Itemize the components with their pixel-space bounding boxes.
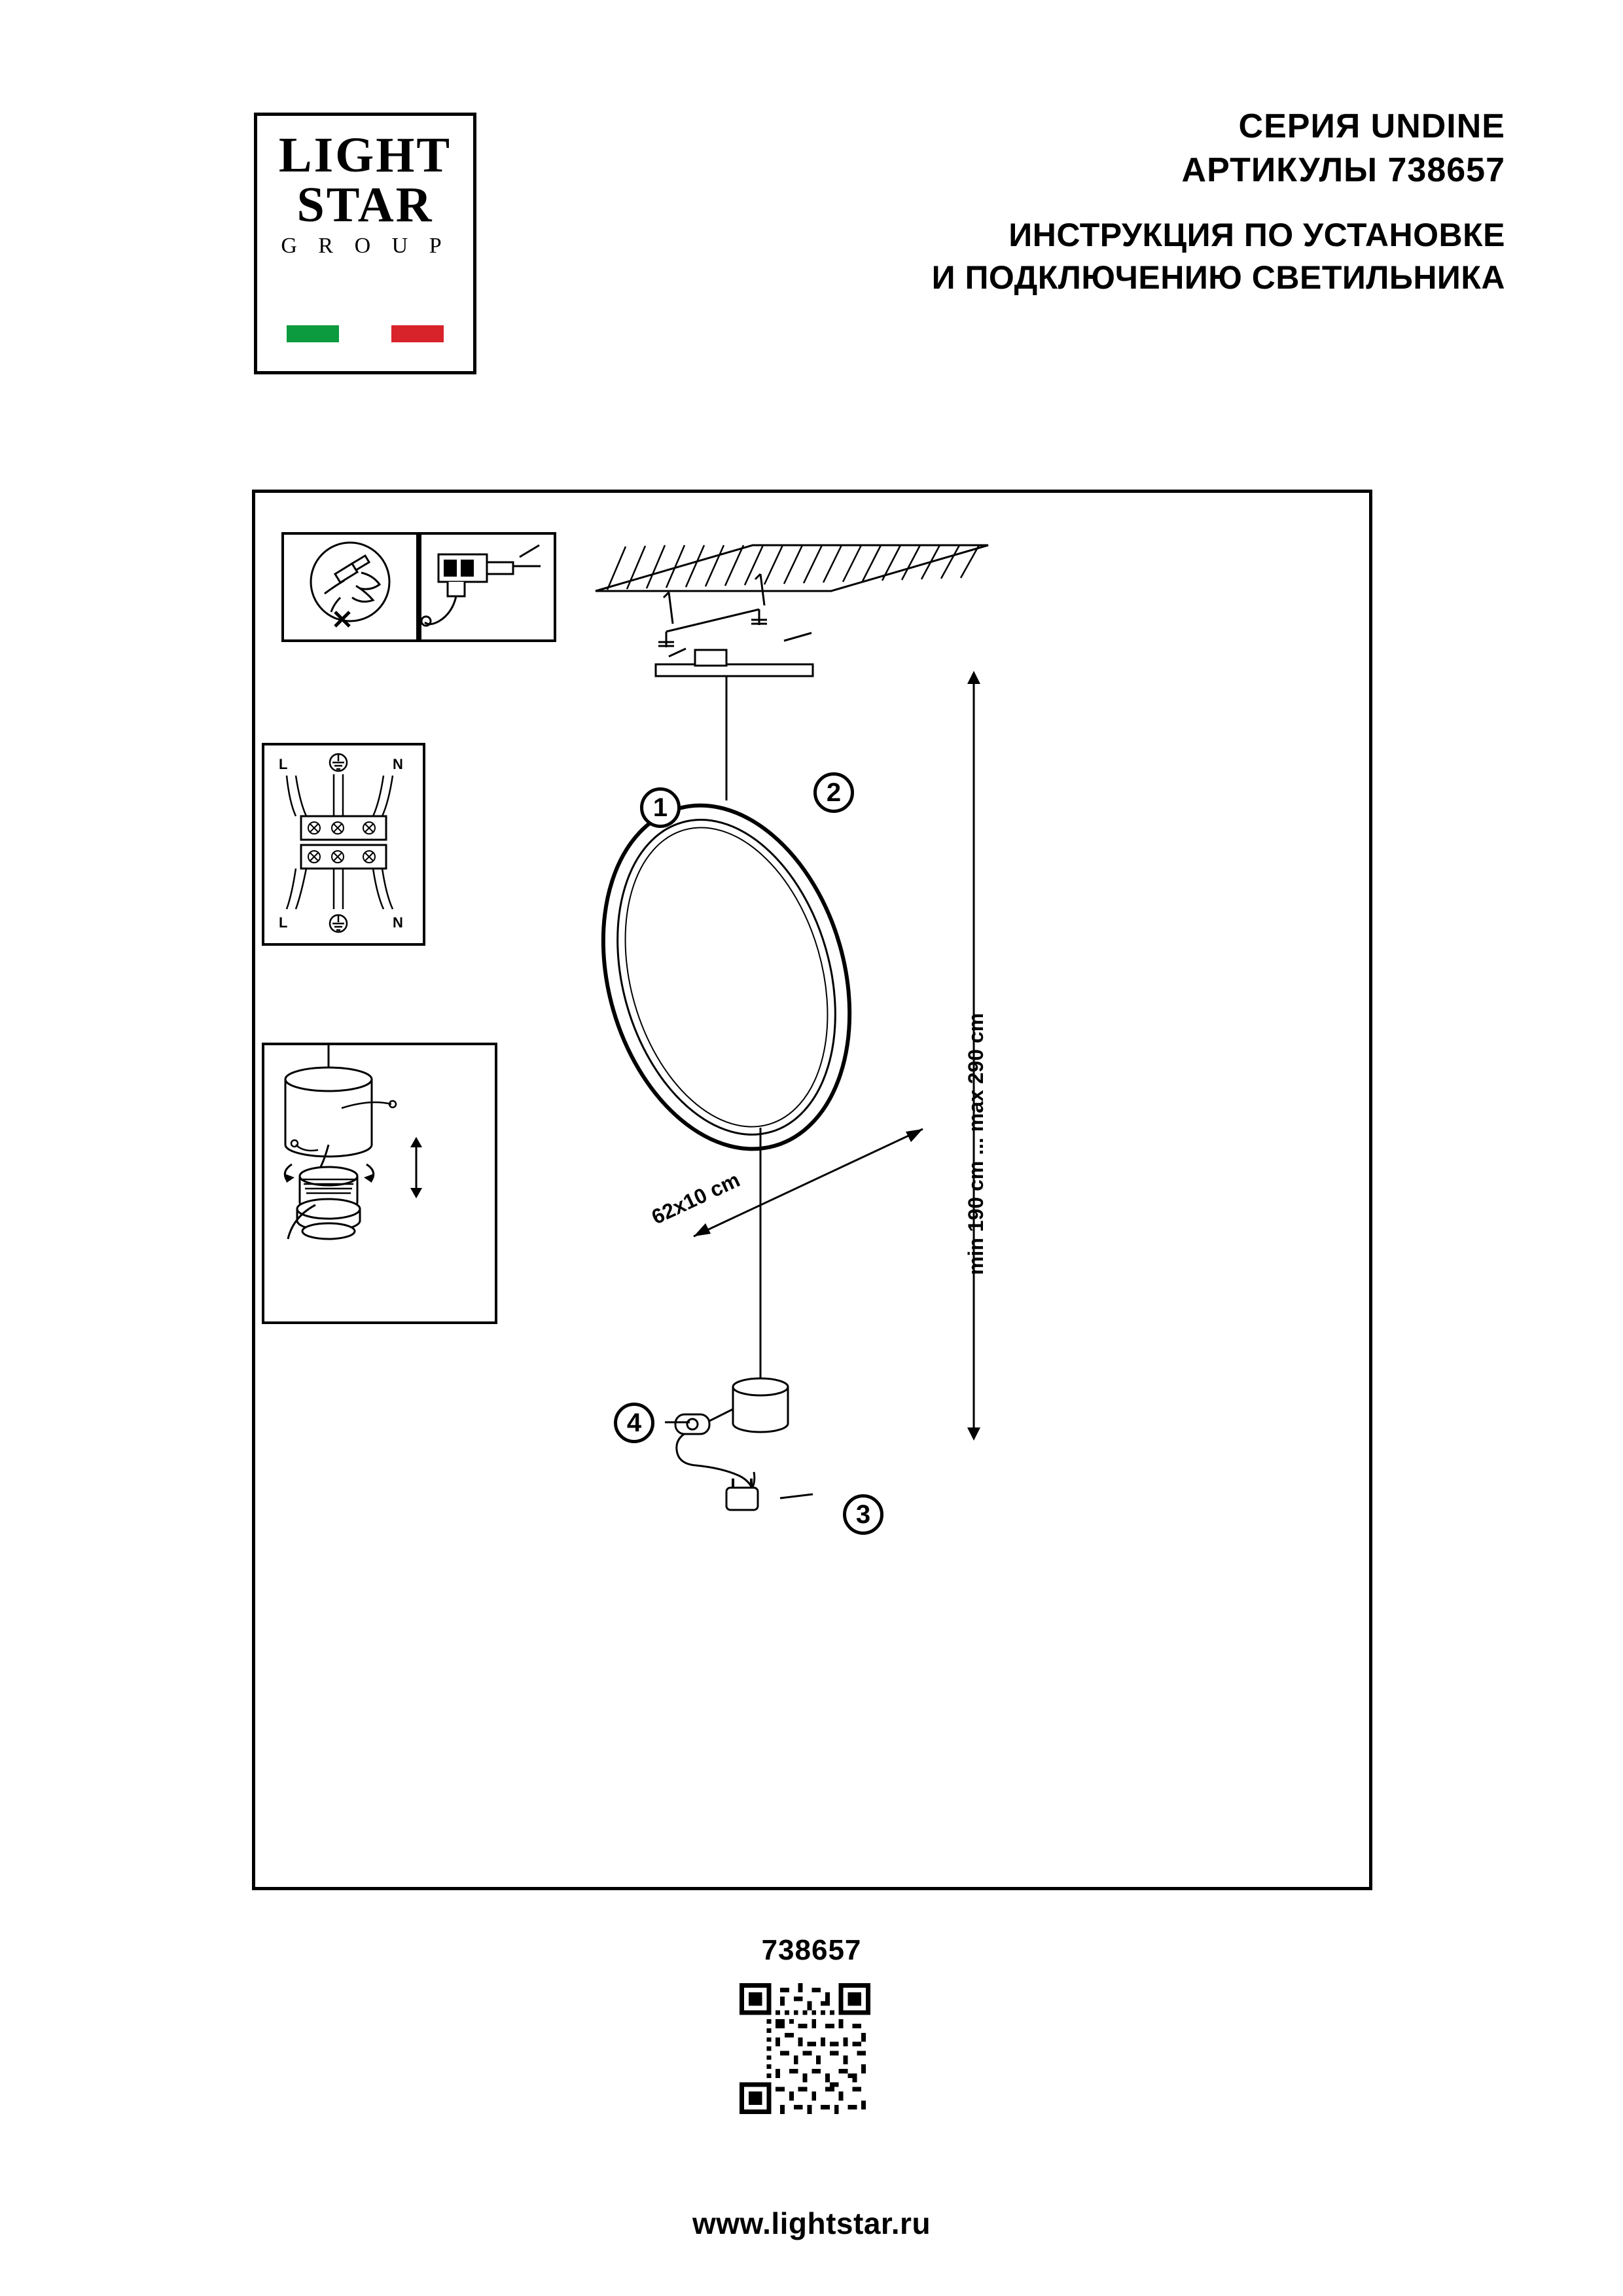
logo-line-2: STAR: [296, 177, 434, 232]
flag-stripe-white: [339, 325, 391, 342]
wiring-label-L-top: L: [279, 756, 288, 772]
earth-ground-icon-top: [330, 754, 347, 771]
main-assembly-drawing: [530, 519, 1361, 1854]
qr-code-image: [740, 1983, 870, 2114]
logo-line-3: G R O U P: [281, 234, 450, 258]
logo-line-1: LIGHT: [278, 128, 452, 183]
instruction-title-line-1: ИНСТРУКЦИЯ ПО УСТАНОВКЕ: [1008, 217, 1505, 254]
socket-top: [300, 1167, 357, 1185]
page-header: [0, 0, 1623, 406]
instruction-title: [589, 214, 1505, 299]
callout-2-leader: [784, 633, 812, 641]
ceiling-surface: [596, 545, 988, 591]
wiring-label-N-top: N: [393, 756, 403, 772]
series-label: СЕРИЯ UNDINE: [1238, 107, 1505, 145]
disc-fixture: [565, 776, 888, 1178]
panel-socket-detail: [262, 1043, 497, 1324]
qr-code: [740, 1983, 870, 2114]
callout-1-leader: [669, 649, 686, 656]
wiring-label-L-bottom: L: [279, 914, 288, 931]
instruction-title-line-2: И ПОДКЛЮЧЕНИЮ СВЕТИЛЬНИКА: [931, 259, 1505, 296]
callout-1: 1: [640, 787, 681, 828]
panel-no-cutting: [281, 532, 419, 642]
height-adjust-arrow-icon: [410, 1137, 422, 1198]
socket-body: [733, 1378, 788, 1432]
no-wire-cutting-icon: [284, 535, 416, 639]
callout-4: 4: [614, 1403, 654, 1443]
brand-logo: [254, 113, 476, 374]
shade-top: [285, 1067, 372, 1091]
socket-detail-drawing: [264, 1045, 495, 1321]
footer-article-code: 738657: [761, 1934, 862, 1966]
earth-ground-icon-bottom: [330, 915, 347, 932]
header-text-block: [589, 105, 1505, 299]
wiring-diagram: [264, 745, 423, 943]
website-url: www.lightstar.ru: [692, 2206, 931, 2240]
callout-3-leader: [780, 1494, 813, 1498]
flag-stripe-green: [287, 325, 339, 342]
article-label: АРТИКУЛЫ 738657: [1181, 151, 1505, 189]
italy-flag-icon: [287, 325, 444, 342]
wiring-label-N-bottom: N: [393, 914, 403, 931]
height-range-label: min 190 cm ... max 290 cm: [964, 1013, 988, 1275]
panel-wiring-diagram: [262, 743, 425, 946]
callout-3: 3: [843, 1494, 883, 1535]
fixture-size-label: 62x10 cm: [648, 1168, 743, 1229]
flag-stripe-red: [391, 325, 444, 342]
installation-diagram-frame: [252, 490, 1372, 1890]
logo-wordmark: [257, 130, 473, 257]
callout-2: 2: [813, 772, 854, 813]
